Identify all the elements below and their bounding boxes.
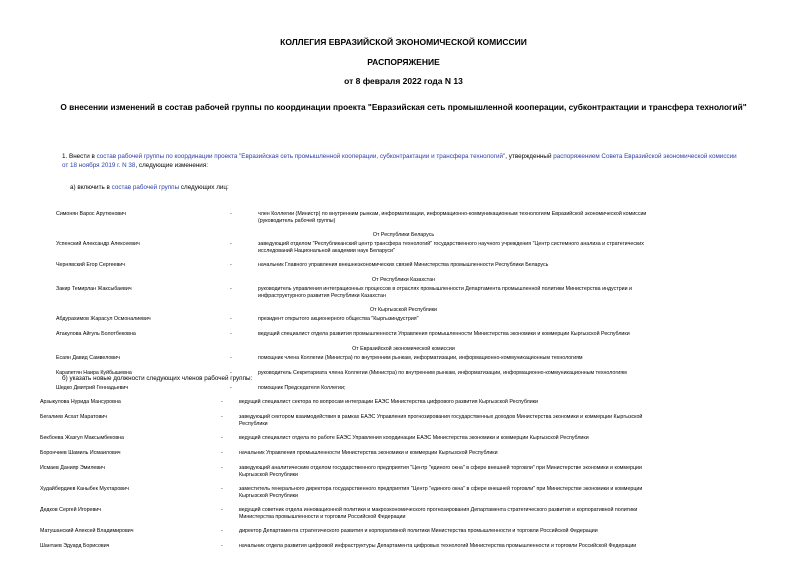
item-b: б) указать новые должности следующих членов рабочей группы:	[62, 375, 253, 382]
position-line: Кыргызской Республики	[239, 493, 298, 499]
member-position	[239, 507, 754, 521]
member-position	[258, 262, 748, 269]
member-name: Шантаев Эдуард Борисович	[40, 543, 110, 549]
member-name: Матушанский Алексей Владимирович	[40, 528, 134, 534]
dash-separator: -	[230, 370, 232, 376]
member-name: Атакулова Айгуль Болотбековна	[56, 331, 136, 337]
dash-separator: -	[230, 286, 232, 292]
position-line: (руководитель рабочей группы)	[258, 218, 336, 224]
dash-separator: -	[230, 385, 232, 391]
member-position	[239, 399, 754, 406]
section-heading: От Евразийской экономической комиссии	[352, 346, 455, 352]
member-position	[239, 450, 754, 457]
position-line: член Коллегии (Министр) по внутренним рынкам, информатизации, информационно-коммуникационным технологиям Евразийской экономической комиссии	[258, 211, 647, 217]
position-line: заведующий сектором взаимодействия в рамках ЕАЭС Управления прогнозирования государственных доходов Министерства экономики и коммерции Кыргызской	[239, 414, 643, 420]
member-name: Исмаев Данияр Эмилевич	[40, 465, 105, 471]
member-position	[258, 331, 748, 338]
working-group-composition-link[interactable]: состав рабочей группы по координации проекта "Евразийская сеть промышленной кооперации, субконтрактации и трансфера технологий"	[96, 153, 506, 160]
dash-separator: -	[221, 399, 223, 405]
clause-1-text-end: , следующие изменения:	[135, 162, 208, 169]
dash-separator: -	[221, 486, 223, 492]
member-name: Чернявский Егор Сергеевич	[56, 262, 125, 268]
dash-separator: -	[221, 528, 223, 534]
member-position	[239, 528, 754, 535]
position-line: руководитель управления интеграционных процессов в отраслях промышленности Департамента промышленной политики Министерства индустрии и	[258, 286, 632, 292]
member-position	[239, 465, 754, 479]
dash-separator: -	[230, 241, 232, 247]
member-name: Дедков Сергей Игоревич	[40, 507, 102, 513]
dash-separator: -	[230, 331, 232, 337]
clause-1	[62, 152, 744, 170]
member-name: Симонян Варос Арутюнович	[56, 211, 126, 217]
position-line: начальник отдела развития цифровой инфраструктуры Департамента цифровых технологий Министерства промышленности и торговли Российской Федерации	[239, 543, 637, 549]
section-heading: От Кыргызской Республики	[370, 307, 437, 313]
item-a-text-end: следующих лиц:	[179, 184, 229, 191]
member-name: Абдурахимов Жарасул Осмоналиевич	[56, 316, 151, 322]
position-line: ведущий специалист отдела по работе ЕАЭС Управления координации ЕАЭС Министерства экономики и коммерции Кыргызской Республики	[239, 435, 589, 441]
member-position	[258, 241, 748, 255]
dash-separator: -	[230, 355, 232, 361]
position-line: заведующий аналитическим отделом государственного предприятия "Центр "единого окна" в сфере внешней торговли" при Министерстве экономики и коммерции	[239, 465, 642, 471]
member-name: Закир Темирлан Жаксыбаевич	[56, 286, 132, 292]
clause-1-text-mid: , утвержденный	[505, 153, 554, 160]
member-name: Есаян Давид Самвелович	[56, 355, 120, 361]
position-line: начальник Управления промышленности Министерства экономики и коммерции Кыргызской Республики	[239, 450, 498, 456]
working-group-link[interactable]: состав рабочей группы	[111, 184, 180, 191]
member-name: Бекбоева Жазгул Максымбековна	[40, 435, 125, 441]
member-name: Шедко Дмитрий Геннадьевич	[56, 385, 129, 391]
dash-separator: -	[221, 414, 223, 420]
member-position	[239, 435, 754, 442]
section-heading: От Республики Беларусь	[372, 232, 435, 238]
position-line: ведущий специалист сектора по вопросам интеграции ЕАЭС Министерства цифрового развития Кыргызской Республики	[239, 399, 538, 405]
position-line: Министерства промышленности и торговли Российской Федерации	[239, 514, 406, 520]
position-line: Республики	[239, 421, 268, 427]
section-heading: От Республики Казахстан	[372, 277, 435, 283]
position-line: директор Департамента стратегического развития и корпоративной политики Министерства промышленности и торговли Российской Федерации	[239, 528, 598, 534]
position-line: руководитель Секретариата члена Коллегии (Министра) по внутренним рынкам, информатизации, информационно-коммуникационным технологиям	[258, 370, 627, 376]
member-name: Борончиев Шамиль Исмаилович	[40, 450, 121, 456]
position-line: помощник Председателя Коллегии;	[258, 385, 346, 391]
member-name: Арзыкулова Нурида Мансуровна	[40, 399, 121, 405]
dash-separator: -	[230, 316, 232, 322]
member-name: Бегалиев Асхат Маратович	[40, 414, 107, 420]
member-name: Худайбердиев Каныбек Мухтарович	[40, 486, 129, 492]
document-type: РАСПОРЯЖЕНИЕ	[367, 57, 440, 67]
item-a	[70, 183, 744, 192]
dash-separator: -	[230, 262, 232, 268]
dash-separator: -	[221, 543, 223, 549]
position-line: инфраструктурного развития Республики Казахстан	[258, 293, 386, 299]
position-line: начальник Главного управления внешнеэкономических связей Министерства промышленности Республики Беларусь	[258, 262, 549, 268]
position-line: ведущий специалист отдела развития промышленности Управления промышленности Министерства экономики и коммерции Кыргызской Республики	[258, 331, 630, 337]
member-position	[258, 355, 748, 362]
document-title: О внесении изменений в состав рабочей группы по координации проекта "Евразийская сеть промышленной кооперации, субконтрактации и трансфера технологий"	[60, 102, 747, 112]
member-name: Карапетян Наира Куйбышевна	[56, 370, 132, 376]
organization-heading: КОЛЛЕГИЯ ЕВРАЗИЙСКОЙ ЭКОНОМИЧЕСКОЙ КОМИССИИ	[280, 37, 527, 47]
position-line: Кыргызской Республики	[239, 472, 298, 478]
position-line: заместитель генерального директора государственного предприятия "Центр "единого окна" в сфере внешней торговли" при Министерстве экономики и коммерции	[239, 486, 643, 492]
member-position	[239, 486, 754, 500]
item-a-text-start: а) включить в	[70, 184, 112, 191]
dash-separator: -	[221, 465, 223, 471]
position-line: заведующий отделом "Республиканский центр трансфера технологий" государственного научного учреждения "Центр системного анализа и стратегических	[258, 241, 644, 247]
member-position	[258, 316, 748, 323]
position-line: помощник члена Коллегии (Министра) по внутренним рынкам, информатизации, информационно-коммуникационным технологиям	[258, 355, 583, 361]
position-line: исследований Национальной академии наук Беларуси"	[258, 248, 395, 254]
member-name: Успенский Александр Алексеевич	[56, 241, 140, 247]
dash-separator: -	[221, 435, 223, 441]
member-position	[239, 414, 754, 428]
position-line: ведущий советник отдела инновационной политики и макроэкономического прогнозирования Департамента стратегического развития и корпоративной политики	[239, 507, 638, 513]
dash-separator: -	[221, 450, 223, 456]
member-position	[239, 543, 754, 550]
dash-separator: -	[221, 507, 223, 513]
council-decision-link[interactable]: распоряжением Совета Евразийской экономической комиссии от 18 ноября 2019 г. N 38	[62, 153, 737, 169]
member-position	[258, 211, 748, 225]
dash-separator: -	[230, 211, 232, 217]
member-position	[258, 286, 748, 300]
position-line: президент открытого акционерного общества "Кыргызиндустрия"	[258, 316, 419, 322]
document-date: от 8 февраля 2022 года N 13	[344, 76, 463, 86]
clause-1-text-start: 1. Внести в	[62, 153, 97, 160]
member-position	[258, 385, 748, 392]
